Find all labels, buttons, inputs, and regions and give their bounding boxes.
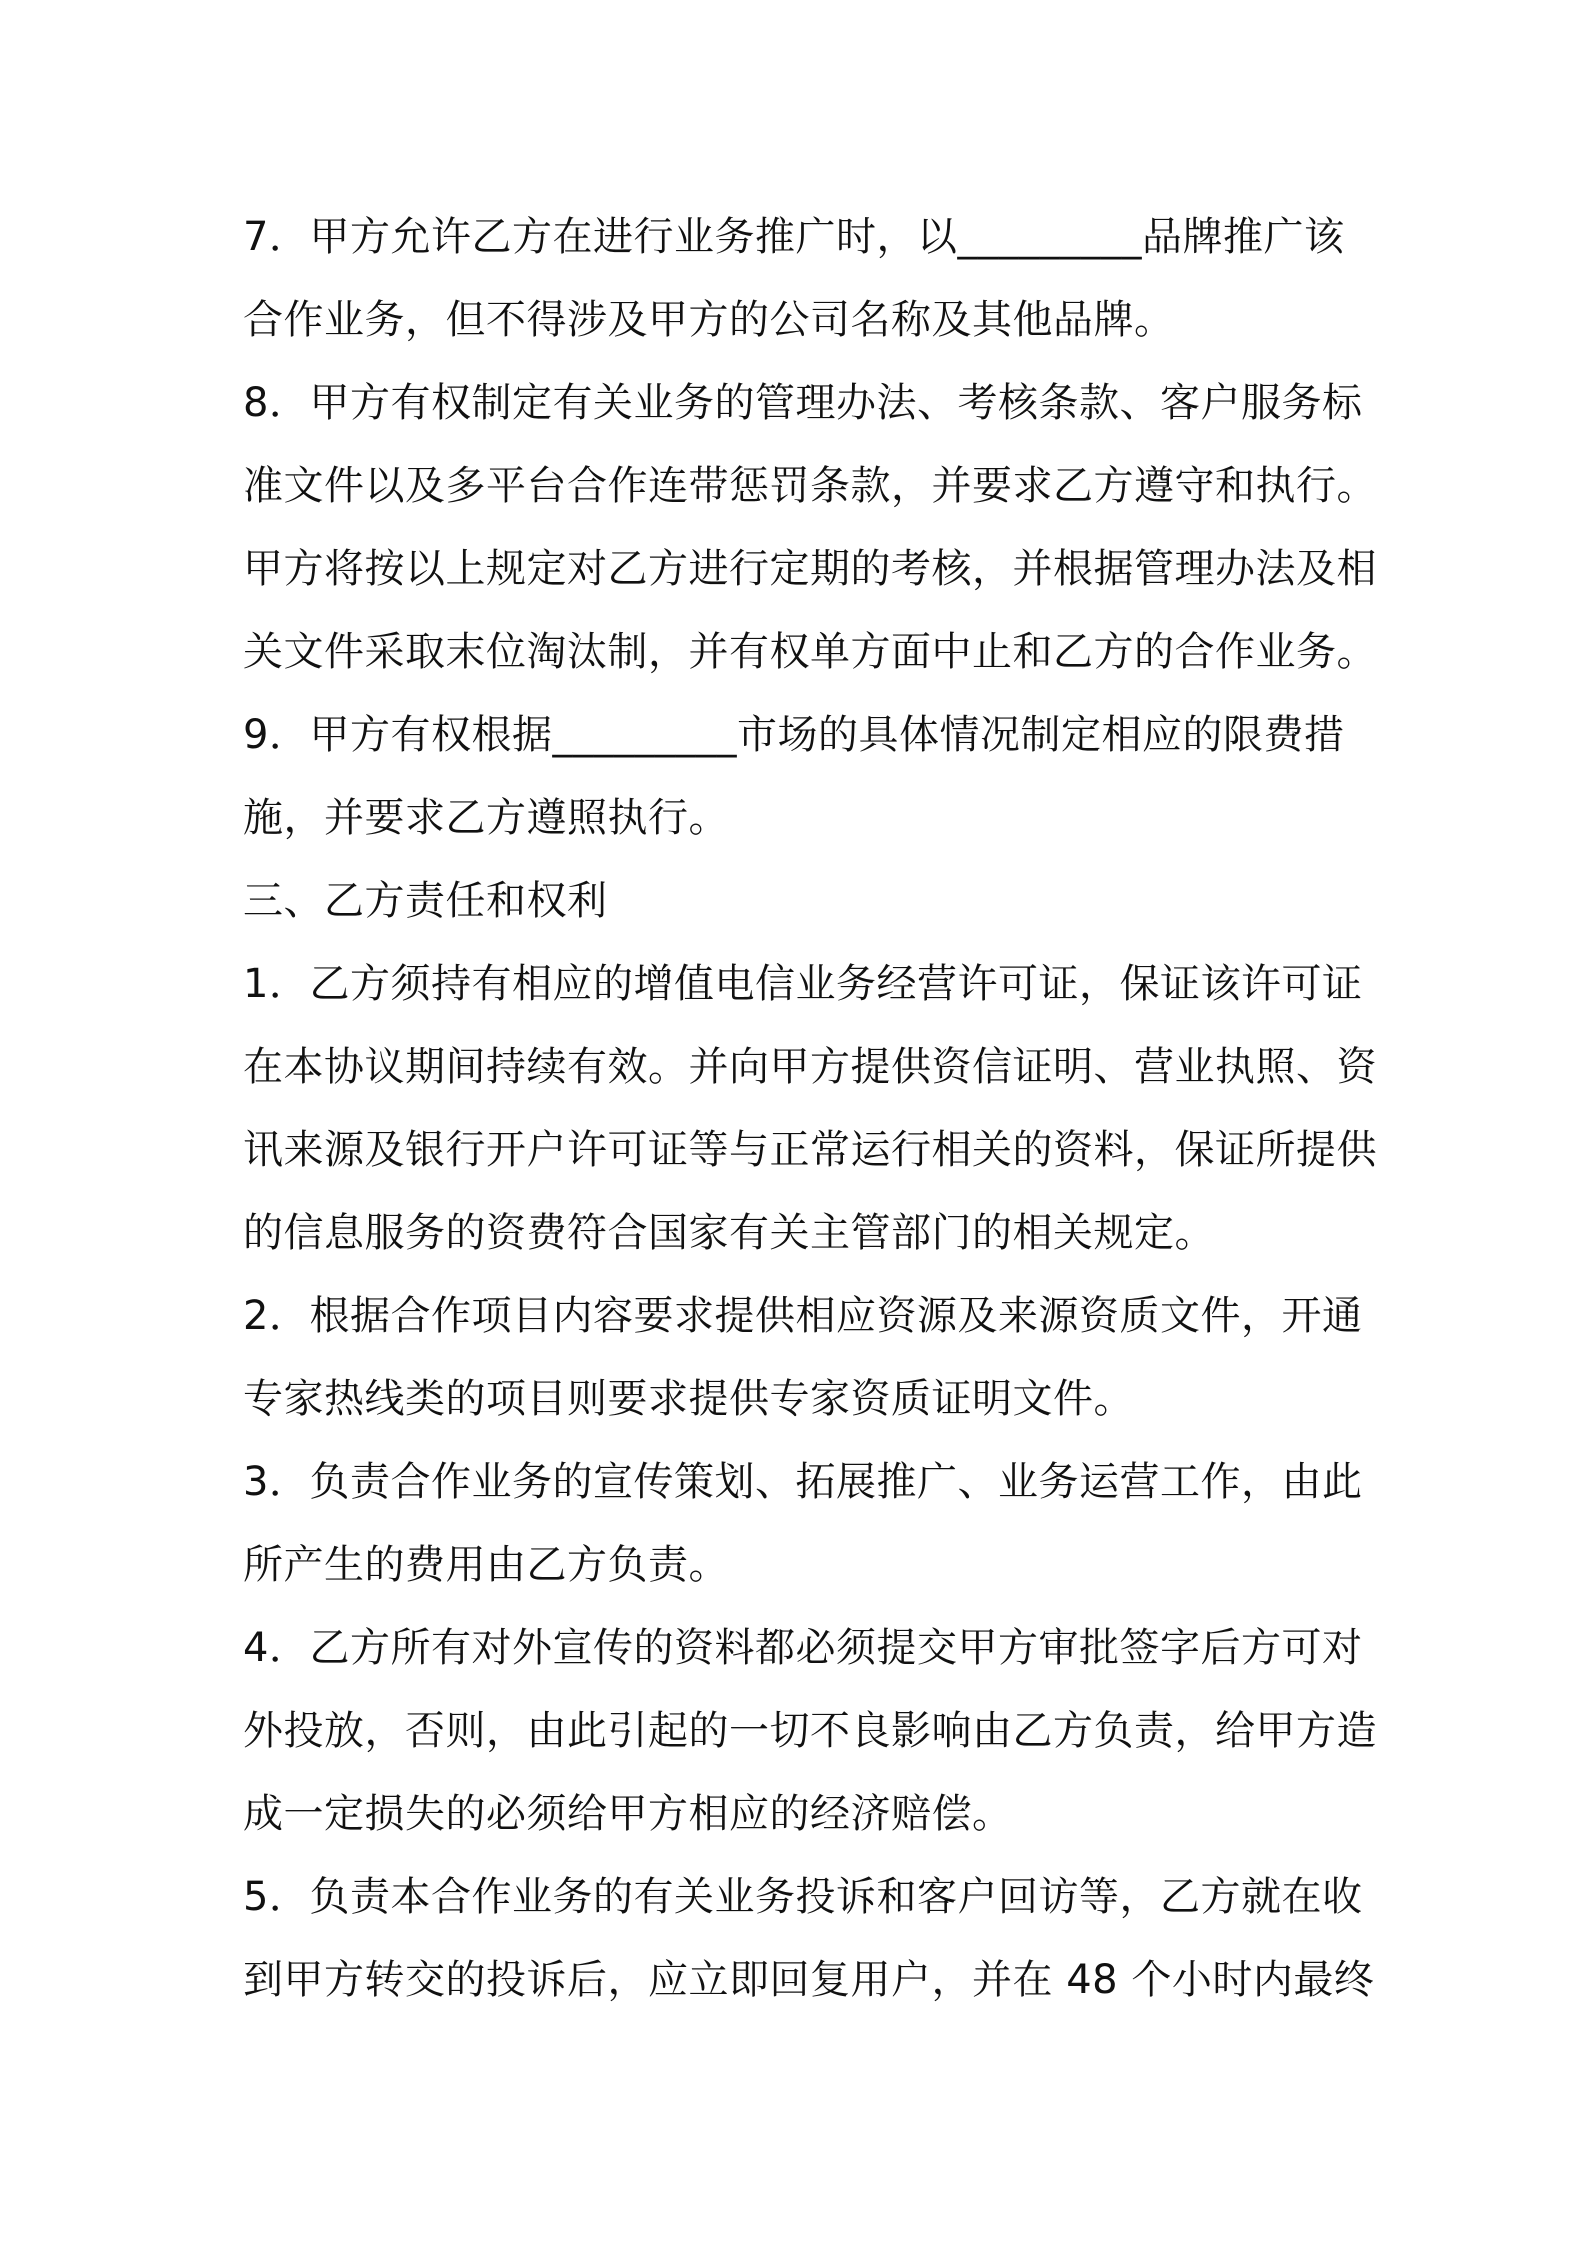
text-line: 所产生的费用由乙方负责。 bbox=[243, 1542, 729, 1588]
text-line: 8．甲方有权制定有关业务的管理办法、考核条款、客户服务标 bbox=[243, 380, 1363, 426]
text-line: 专家热线类的项目则要求提供专家资质证明文件。 bbox=[243, 1376, 1134, 1422]
text-line: 7．甲方允许乙方在进行业务推广时，以_________品牌推广该 bbox=[243, 214, 1345, 260]
text-line: 准文件以及多平台合作连带惩罚条款，并要求乙方遵守和执行。 bbox=[243, 463, 1377, 509]
text-line: 成一定损失的必须给甲方相应的经济赔偿。 bbox=[243, 1791, 1013, 1837]
document-body bbox=[243, 196, 1377, 2022]
section-heading: 三、乙方责任和权利 bbox=[243, 878, 608, 924]
text-line: 5．负责本合作业务的有关业务投诉和客户回访等，乙方就在收 bbox=[243, 1874, 1363, 1920]
text-line: 到甲方转交的投诉后，应立即回复用户，并在 48 个小时内最终 bbox=[243, 1957, 1375, 2003]
text-line: 4．乙方所有对外宣传的资料都必须提交甲方审批签字后方可对 bbox=[243, 1625, 1363, 1671]
text-line: 2．根据合作项目内容要求提供相应资源及来源资质文件，开通 bbox=[243, 1293, 1363, 1339]
text-line: 的信息服务的资费符合国家有关主管部门的相关规定。 bbox=[243, 1210, 1215, 1256]
text-line: 甲方将按以上规定对乙方进行定期的考核，并根据管理办法及相 bbox=[243, 546, 1377, 592]
text-line: 1．乙方须持有相应的增值电信业务经营许可证，保证该许可证 bbox=[243, 961, 1363, 1007]
text-line: 合作业务，但不得涉及甲方的公司名称及其他品牌。 bbox=[243, 297, 1175, 343]
text-line: 外投放，否则，由此引起的一切不良影响由乙方负责，给甲方造 bbox=[243, 1708, 1377, 1754]
text-line: 在本协议期间持续有效。并向甲方提供资信证明、营业执照、资 bbox=[243, 1044, 1377, 1090]
text-line: 关文件采取末位淘汰制，并有权单方面中止和乙方的合作业务。 bbox=[243, 629, 1377, 675]
text-line: 9．甲方有权根据_________市场的具体情况制定相应的限费措 bbox=[243, 712, 1345, 758]
text-line: 讯来源及银行开户许可证等与正常运行相关的资料，保证所提供 bbox=[243, 1127, 1377, 1173]
text-line: 3．负责合作业务的宣传策划、拓展推广、业务运营工作，由此 bbox=[243, 1459, 1363, 1505]
text-line: 施，并要求乙方遵照执行。 bbox=[243, 795, 729, 841]
